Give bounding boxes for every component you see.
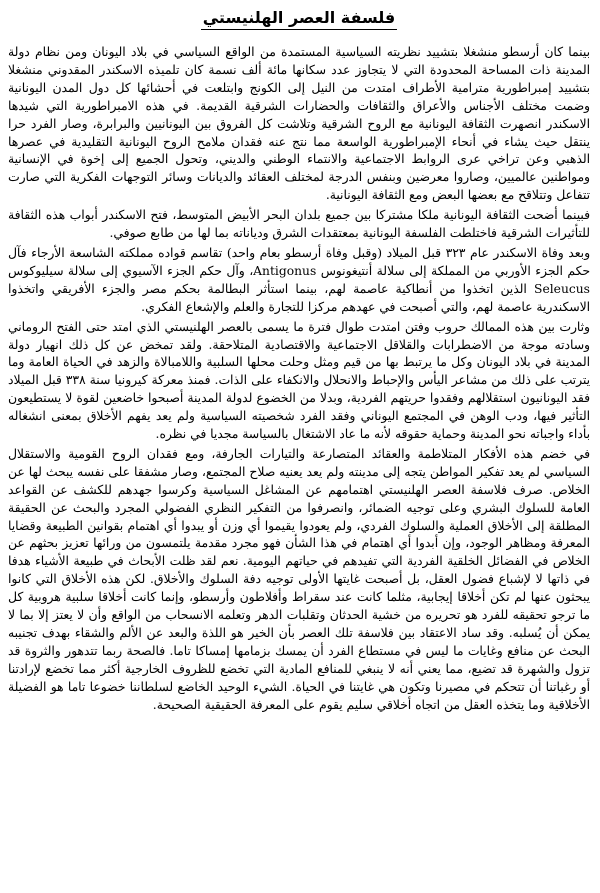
paragraph: فبينما أضحت الثقافة اليونانية ملكا مشتركا بين جميع بلدان البحر الأبيض المتوسط، فتح الاسكندر أبواب هذه الثقافة للتأثيرات الشرقية فاختلطت الفلسفة اليونانية بمعتقدات الشرق ودياناته بما لها من طابع صوفي.	[8, 208, 590, 241]
paragraph: في خضم هذه الأفكار المتلاطمة والعقائد المتصارعة والتيارات الجارفة، ومع فقدان الروح القومية والاستقلال السياسي لم يعد تفكير المواطن يتجه إلى مدينته ولم يعد يعنيه صلاح المجتمع، وصار مشفقا على نفسه يبحث لها عن الخلاص. صرف فلاسفة العصر الهلنيستي اهتمامهم عن المشاغل السياسية وكرسوا جهدهم للكشف عن القواعد العامة للسلوك البشري وعلى توجيه الضمائر، وانصرفوا من التفكير النظري الفضولي المجرد والبحث عن الحقيقة المطلقة إلى الأخلاق العملية والسلوك الفردي، ولم يعودوا يقيموا أي وزن أو يبدوا أي اهتمام بقوانين الطبيعة وقضايا المعرفة ومظاهر الوجود، وإن أبدوا أي اهتمام في هذا الشأن فهو مجرد مقدمة يلتمسون من ورائها تعزيز بحثهم عن الخلاص في الفضائل الخلقية الفردية التي تفيدهم في حياتهم اليومية. نعم لقد ظلت الأبحاث في طبيعة الأشياء هدفا في ذاتها لا لإشباع فضول العقل، بل أصبحت غايتها الأولى توجيه دفة السلوك والأخلاق. لكن هذه الأخلاق التي كانوا يبحثون عنها لم تكن أخلاقا إيجابية، مثلما كانت عند سقراط وأفلاطون وأرسطو، وإنما كانت أخلاقا سلبية هروبية كل ما ترجو تحقيقه للفرد هو تحريره من خشية الحدثان وتقلبات الدهر وتعلمه الانسحاب من الواقع وأن لا يعتز إلا بما لا يمكن أن يُسلبه. وقد ساد الاعتقاد بين فلاسفة تلك العصر بأن الخير هو اللذة والبعد عن الألم والشقاء بهدف تجنيبه البحث عن منافع وغايات ما ليس في مستطاع الفرد أن يمسك بزمامها إمساكا تاما. فالصحة ربما تتدهور والثروة قد تزول والشهرة قد تضيع، مما يعني أنه لا ينبغي للمنافع المادية التي تخضع للظروف الخارجية أكثر مما تخضع لإرادتنا أو رغباتنا أن تتحكم في مصيرنا وتكون هي غايتنا في الحياة. الشيء الوحيد الخاضع لسلطاننا خضوعا تاما هو الفضيلة الأخلاقية وما يتخذه العقل من اتجاه أخلاقي سليم يقوم على المعرفة الحقيقية الصحيحة.	[8, 446, 590, 712]
document-page	[8, 8, 590, 886]
paragraph: وبعد وفاة الاسكندر عام ٣٢٣ قبل الميلاد (وقبل وفاة أرسطو بعام واحد) تقاسم قواده مملكته الشاسعة الأرجاء فآل حكم الجزء الأوربي من المملكة إلى سلالة أنتيغونوس Antigonus، وآل حكم الجزء الآسيوي إلى سلالة سيليوكوس Seleucus الذين اتخذوا من أنطاكية عاصمة لهم، بينما استأثر البطالمة بحكم مصر والجزء الأفريقي واتخذوا الاسكندرية عاصمة لهم، والتي أصبحت في عهدهم مركزا للتجارة والعلم والإشعاع الفكري.	[8, 245, 590, 314]
paragraph: بينما كان أرسطو منشغلا بتشييد نظريته السياسية المستمدة من الواقع السياسي في بلاد اليونان ومن نظام دولة المدينة ذات المساحة المحدودة التي لا يتجاوز عدد سكانها مائة ألف نسمة كان تلميذه الاسكندر المقدوني منشغلا بتشييد إمبراطورية مترامية الأطراف امتدت من النيل إلى الكونج وابتلعت في أحشائها كل دول المدن اليونانية وضمت مختلف الأجناس والأعراق والثقافات والحضارات الشرقية القديمة. في هذه الامبراطورية التي شيدها الاسكندر انصهرت الثقافة اليونانية مع الروح الشرقية وتلاشت كل الفروق بين اليونانيين والبرابرة، وصار الفرد حرا ينتقل حيث يشاء في أنحاء الإمبراطورية الواسعة مما نتج عنه فقدان ملامح الروح اليونانية التقليدية في عصرها الذهبي وعن تراخي عرى الروابط الاجتماعية والانتماء الوطني والديني، وتحول الجميع إلى إخوة في الإنسانية ومواطنين عالميين، وصاروا معرضين وبنفس الدرجة لمختلف العقائد والديانات وسائر التوجهات الفكرية التي صارت تتفاعل وتتلاقح مع بعضها البعض ومع الثقافة اليونانية.	[8, 45, 590, 203]
paragraph: وثارت بين هذه الممالك حروب وفتن امتدت طوال فترة ما يسمى بالعصر الهلنيستي الذي امتد حتى الفتح الروماني وسادته موجة من الاضطرابات والقلاقل الاجتماعية والاقتصادية المتلاحقة. ولقد تمخض عن كل ذلك انهيار دولة المدينة في بلاد اليونان وكل ما يرتبط بها من قيم ومثل وحلت محلها السلبية واللامبالاة والزهد في الحياة العامة وما يترتب على ذلك من مشاعر اليأس والإحباط والانحلال والانكفاء على الذات. فمنذ معركة كيرونيا سنة ٣٣٨ قبل الميلاد فقد اليونانيون استقلالهم وفقدوا حريتهم الفردية، وبدلا من الخضوع لدولة المدينة أصبحوا خاضعين لقوة لا يستطيعون التأثير فيها، ودب الوهن في المجتمع اليوناني وفقد الفرد شخصيته السياسية ولم يعد يفهم الأخلاق بمعنى انشغاله بأداء واجباته نحو المدينة وحماية حقوقه لأنه ما عاد الاشتغال بالسياسة مجديا في نظره.	[8, 319, 590, 442]
page-title: فلسفة العصر الهلنيستي	[8, 8, 590, 30]
